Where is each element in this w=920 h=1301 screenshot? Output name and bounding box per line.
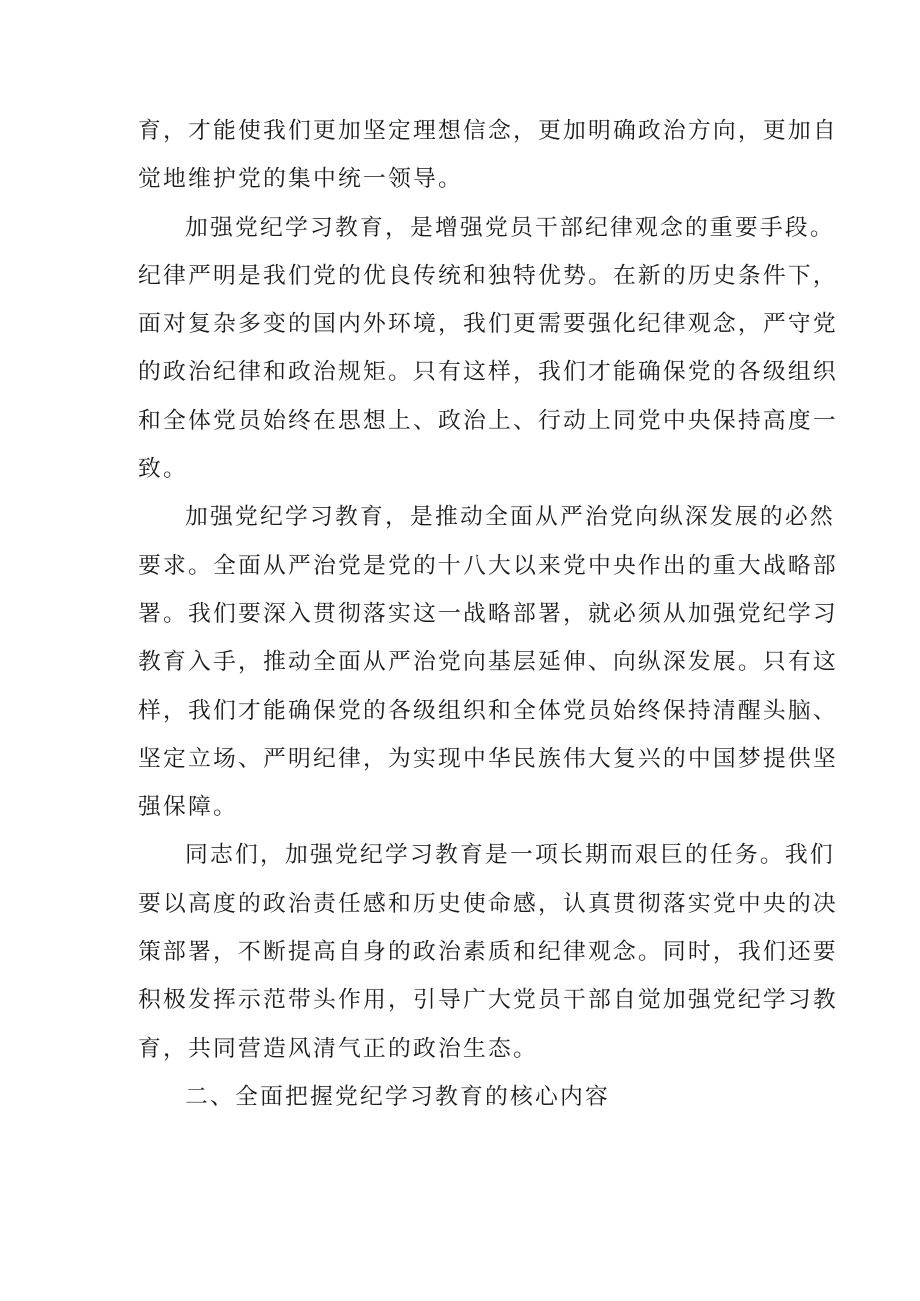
text-line: 的政治纪律和政治规矩。只有这样，我们才能确保党的各级组织 [138,359,838,386]
document-body [138,107,838,1121]
paragraph-start-line: 加强党纪学习教育，是推动全面从严治党向纵深发展的必然 [185,504,835,531]
text-line: 致。 [138,456,188,483]
paragraph-start-line: 同志们，加强党纪学习教育是一项长期而艰巨的任务。我们 [185,842,835,869]
text-line: 育，共同营造风清气正的政治生态。 [138,1035,538,1062]
paragraph-start-line: 加强党纪学习教育，是增强党员干部纪律观念的重要手段。 [185,214,835,241]
text-line: 坚定立场、严明纪律，为实现中华民族伟大复兴的中国梦提供坚 [138,745,838,772]
text-line: 觉地维护党的集中统一领导。 [138,166,463,193]
text-line: 要求。全面从严治党是党的十八大以来党中央作出的重大战略部 [138,552,838,579]
section-heading: 二、全面把握党纪学习教育的核心内容 [185,1083,610,1110]
text-line: 积极发挥示范带头作用，引导广大党员干部自觉加强党纪学习教 [138,987,838,1014]
text-line: 和全体党员始终在思想上、政治上、行动上同党中央保持高度一 [138,407,838,434]
text-line: 样，我们才能确保党的各级组织和全体党员始终保持清醒头脑、 [138,697,838,724]
text-line: 要以高度的政治责任感和历史使命感，认真贯彻落实党中央的决 [138,890,838,917]
text-line: 策部署，不断提高自身的政治素质和纪律观念。同时，我们还要 [138,939,838,966]
text-line: 署。我们要深入贯彻落实这一战略部署，就必须从加强党纪学习 [138,600,838,627]
text-line: 面对复杂多变的国内外环境，我们更需要强化纪律观念，严守党 [138,311,838,338]
text-line: 育，才能使我们更加坚定理想信念，更加明确政治方向，更加自 [138,118,838,144]
text-line: 纪律严明是我们党的优良传统和独特优势。在新的历史条件下， [138,262,838,289]
text-line: 强保障。 [138,794,238,821]
text-line: 教育入手，推动全面从严治党向基层延伸、向纵深发展。只有这 [138,649,838,676]
